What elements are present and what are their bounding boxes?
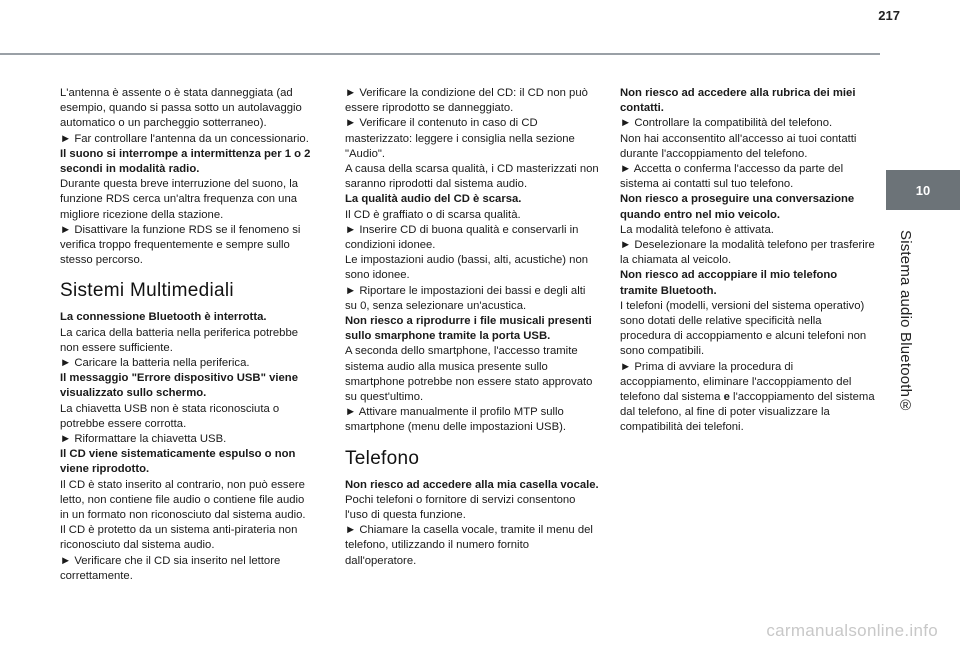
problem-heading: La connessione Bluetooth è interrotta. <box>60 311 267 324</box>
paragraph: Le impostazioni audio (bassi, alti, acustiche) non sono idonee. <box>345 254 589 282</box>
emphasis: e <box>723 391 730 404</box>
paragraph: Durante questa breve interruzione del suono, la funzione RDS cerca un'altra frequenza con una migliore ricezione della stazione. <box>60 178 299 221</box>
paragraph: Il CD è graffiato o di scarsa qualità. <box>345 208 521 221</box>
problem-heading: Il messaggio "Errore dispositivo USB" viene visualizzato sullo schermo. <box>60 372 298 400</box>
instruction: ► Caricare la batteria nella periferica. <box>60 357 250 370</box>
page-number: 217 <box>878 8 900 23</box>
paragraph: A causa della scarsa qualità, i CD masterizzati non saranno riprodotti dal sistema audio. <box>345 163 599 191</box>
instruction: ► Accetta o conferma l'accesso da parte del sistema ai contatti sul tuo telefono. <box>620 163 844 191</box>
paragraph: Il CD è protetto da un sistema anti-pirateria non riconosciuto dal sistema audio. <box>60 524 298 552</box>
problem-heading: Non riesco ad accedere alla mia casella vocale. <box>345 478 599 491</box>
chapter-tab[interactable]: 10 <box>886 170 960 210</box>
instruction: ► Riportare le impostazioni dei bassi e degli alti su 0, senza selezionare un'acustica. <box>345 284 586 312</box>
paragraph: A seconda dello smartphone, l'accesso tramite sistema audio alla musica presente sullo smartphone potrebbe non essere stato approvato su quest'ultimo. <box>345 345 593 404</box>
instruction: ► Verificare la condizione del CD: il CD non può essere riprodotto se danneggiato. <box>345 87 588 115</box>
paragraph: Non hai acconsentito all'accesso ai tuoi contatti durante l'accoppiamento del telefono. <box>620 132 857 160</box>
column-2 <box>345 86 600 569</box>
section-title-telefono: Telefono <box>345 447 420 469</box>
problem-heading: Il CD viene sistematicamente espulso o non viene riprodotto. <box>60 448 296 476</box>
problem-heading: La qualità audio del CD è scarsa. <box>345 193 522 206</box>
instruction: ► Controllare la compatibilità del telefono. <box>620 117 833 130</box>
column-3 <box>620 86 875 436</box>
instruction: ► Verificare il contenuto in caso di CD masterizzato: leggere i consiglia nella sezione "Audio". <box>345 117 575 160</box>
paragraph: Il CD è stato inserito al contrario, non può essere letto, non contiene file audio o contiene file audio in un formato non riconosciuto dal sistema audio. <box>60 478 306 522</box>
instruction-part: l'accoppiamento del sistema dal telefono, al fine di poter visualizzare la compatibilità dei telefoni. <box>620 391 875 434</box>
problem-heading: Non riesco a riprodurre i file musicali presenti sullo smarphone tramite la porta USB. <box>345 315 592 343</box>
paragraph: La carica della batteria nella periferica potrebbe non essere sufficiente. <box>60 326 299 354</box>
paragraph: La chiavetta USB non è stata riconosciuta o potrebbe essere corrotta. <box>60 402 280 430</box>
instruction: ► Inserire CD di buona qualità e conservarli in condizioni idonee. <box>345 223 579 252</box>
instruction: ► Chiamare la casella vocale, tramite il menu del telefono, utilizzando il numero fornito dall'operatore. <box>345 524 593 567</box>
chapter-title: Sistema audio Bluetooth® <box>897 230 914 415</box>
column-1 <box>60 86 315 584</box>
problem-heading: Non riesco a proseguire una conversazione quando entro nel mio veicolo. <box>620 193 855 221</box>
instruction: ► Deselezionare la modalità telefono per trasferire la chiamata al veicolo. <box>620 239 875 267</box>
instruction-part: ► Prima di avviare la procedura di accoppiamento, eliminare l'accoppiamento del telefono dal sistema <box>620 360 852 404</box>
paragraph: L'antenna è assente o è stata danneggiata (ad esempio, quando si passa sotto un autolavaggio automatico o un parcheggio sotterraneo). <box>60 87 302 130</box>
problem-heading: Non riesco ad accoppiare il mio telefono tramite Bluetooth. <box>620 269 838 297</box>
section-title-multimedia: Sistemi Multimediali <box>60 280 234 302</box>
instruction: ► Verificare che il CD sia inserito nel lettore correttamente. <box>60 554 281 582</box>
instruction: ► Riformattare la chiavetta USB. <box>60 433 227 446</box>
instruction: ► Disattivare la funzione RDS se il fenomeno si verifica troppo frequentemente e sempre sullo stesso percorso. <box>60 223 301 267</box>
paragraph: La modalità telefono è attivata. <box>620 223 774 236</box>
instruction: ► Attivare manualmente il profilo MTP sullo smartphone (menu delle impostazioni USB). <box>345 406 567 434</box>
header-divider <box>0 53 880 55</box>
problem-heading: Non riesco ad accedere alla rubrica dei miei contatti. <box>620 87 856 115</box>
watermark: carmanualsonline.info <box>766 621 938 640</box>
paragraph: Pochi telefoni o fornitore di servizi consentono l'uso di questa funzione. <box>345 493 576 522</box>
instruction <box>620 360 875 436</box>
paragraph: I telefoni (modelli, versioni del sistema operativo) sono dotati delle relative specificità nella procedura di accoppiamento e alcuni telefoni non sono compatibili. <box>620 299 867 358</box>
problem-heading: Il suono si interrompe a intermittenza per 1 o 2 secondi in modalità radio. <box>60 147 311 176</box>
instruction: ► Far controllare l'antenna da un concessionario. <box>60 132 309 145</box>
